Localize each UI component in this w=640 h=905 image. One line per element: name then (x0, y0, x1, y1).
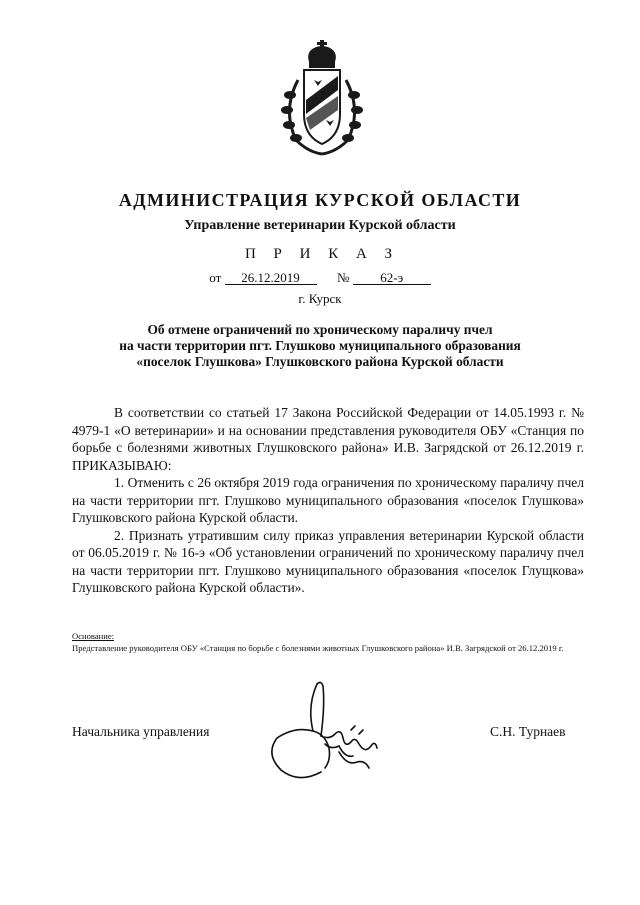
subject-line: «поселок Глушкова» Глушковского района Курской области (136, 354, 504, 369)
document-number: 62-э (353, 271, 431, 285)
document-date: 26.12.2019 (225, 271, 317, 285)
basis-block (72, 630, 592, 654)
order-subject (0, 322, 640, 370)
date-prefix: от (209, 270, 222, 285)
handwritten-signature (255, 676, 395, 786)
department-title: Управление ветеринарии Курской области (184, 218, 456, 233)
signer-name: С.Н. Турнаев (490, 724, 566, 739)
date-number-line (0, 270, 640, 286)
city-line: г. Курск (298, 291, 342, 306)
subject-line: на части территории пгт. Глушково муниципального образования (119, 338, 521, 353)
basis-label: Основание: (72, 631, 115, 641)
document-type-heading: П Р И К А З (244, 246, 400, 262)
basis-text: Представление руководителя ОБУ «Станция по борьбе с болезнями животных Глушковского района» И.В. Загрядской от 26.12.2019 г. (72, 643, 564, 653)
number-prefix: № (337, 270, 350, 285)
signer-position: Начальника управления (72, 724, 210, 739)
order-body (72, 404, 584, 597)
coat-of-arms-emblem (276, 40, 368, 158)
subject-line: Об отмене ограничений по хроническому параличу пчел (147, 322, 493, 337)
preamble-paragraph: В соответствии со статьей 17 Закона Российской Федерации от 14.05.1993 г. № 4979-1 «О ветеринарии» и на основании представления руководителя ОБУ «Станция по борьбе с болезнями животных Глушковского района» И.В. Загрядской от 26.12.2019 г. ПРИКАЗЫВАЮ: (72, 405, 584, 473)
organization-title: АДМИНИСТРАЦИЯ КУРСКОЙ ОБЛАСТИ (118, 190, 522, 210)
order-item-2: 2. Признать утратившим силу приказ управления ветеринарии Курской области от 06.05.2019 г. № 16-э «Об установлении ограничений по хроническому параличу пчел на части территории пгт. Глушково муниципального образования «поселок Глущкова» Глушковского района Курской области». (72, 527, 584, 595)
order-item-1: 1. Отменить с 26 октября 2019 года ограничения по хроническому параличу пчел на части территории пгт. Глушково муниципального образования «поселок Глушкова» Глушковского района Курской области. (72, 475, 584, 525)
